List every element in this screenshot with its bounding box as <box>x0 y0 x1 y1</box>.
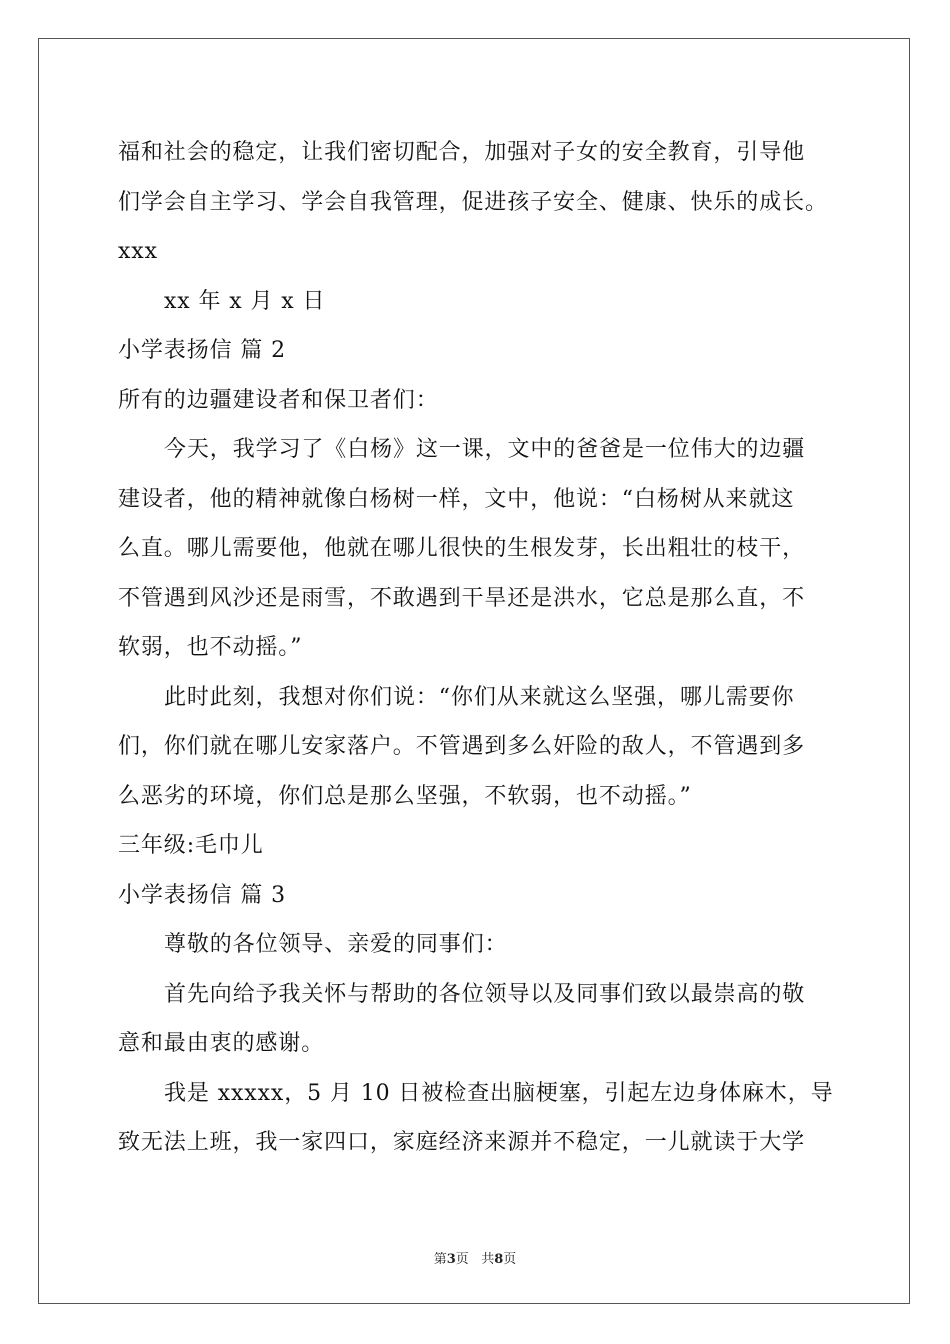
page-footer <box>0 1248 950 1267</box>
footer-total-suffix: 页 <box>503 1252 517 1267</box>
footer-page-suffix: 页 <box>455 1252 469 1267</box>
text-line: 致无法上班，我一家四口，家庭经济来源并不稳定，一儿就读于大学 <box>118 1130 806 1155</box>
text-line: 三年级:毛巾儿 <box>118 833 264 858</box>
text-line: 此时此刻，我想对你们说：“你们从来就这么坚强，哪儿需要你 <box>164 684 795 710</box>
text-line: 们，你们就在哪儿安家落户。不管遇到多么奸险的敌人，不管遇到多 <box>118 734 806 759</box>
text-line: 小学表扬信 篇 2 <box>118 338 287 363</box>
text-line: 福和社会的稳定，让我们密切配合，加强对子女的安全教育，引导他 <box>118 140 806 165</box>
footer-total-prefix: 共 <box>481 1252 495 1267</box>
text-line: 我是 xxxxx，5 月 10 日被检查出脑梗塞，引起左边身体麻木，导 <box>164 1080 834 1106</box>
text-line: 所有的边疆建设者和保卫者们： <box>118 387 439 413</box>
text-line: 首先向给予我关怀与帮助的各位领导以及同事们致以最崇高的敬 <box>164 981 806 1007</box>
text-line: 建设者，他的精神就像白杨树一样，文中，他说：“白杨树从来就这 <box>118 486 795 512</box>
text-line: 小学表扬信 篇 3 <box>118 882 287 908</box>
text-line: 么直。哪儿需要他，他就在哪儿很快的生根发芽，长出粗壮的枝干， <box>118 536 806 561</box>
footer-current-page: 3 <box>446 1252 456 1267</box>
text-line: 不管遇到风沙还是雨雪，不敢遇到干旱还是洪水，它总是那么直，不 <box>118 585 806 611</box>
text-line: 么恶劣的环境，你们总是那么坚强，不软弱，也不动摇。” <box>118 783 692 809</box>
text-line: 今天，我学习了《白杨》这一课，文中的爸爸是一位伟大的边疆 <box>164 437 806 462</box>
document-body <box>118 128 838 1168</box>
text-line: 们学会自主学习、学会自我管理，促进孩子安全、健康、快乐的成长。 <box>118 189 828 215</box>
text-line: 意和最由衷的感谢。 <box>118 1031 325 1056</box>
text-line: 软弱，也不动摇。” <box>118 635 303 660</box>
footer-total-pages: 8 <box>494 1252 504 1267</box>
text-line: xx 年 x 月 x 日 <box>164 288 326 314</box>
footer-prefix: 第 <box>433 1252 447 1267</box>
text-line: xxx <box>118 239 158 264</box>
text-line: 尊敬的各位领导、亲爱的同事们： <box>164 932 508 957</box>
